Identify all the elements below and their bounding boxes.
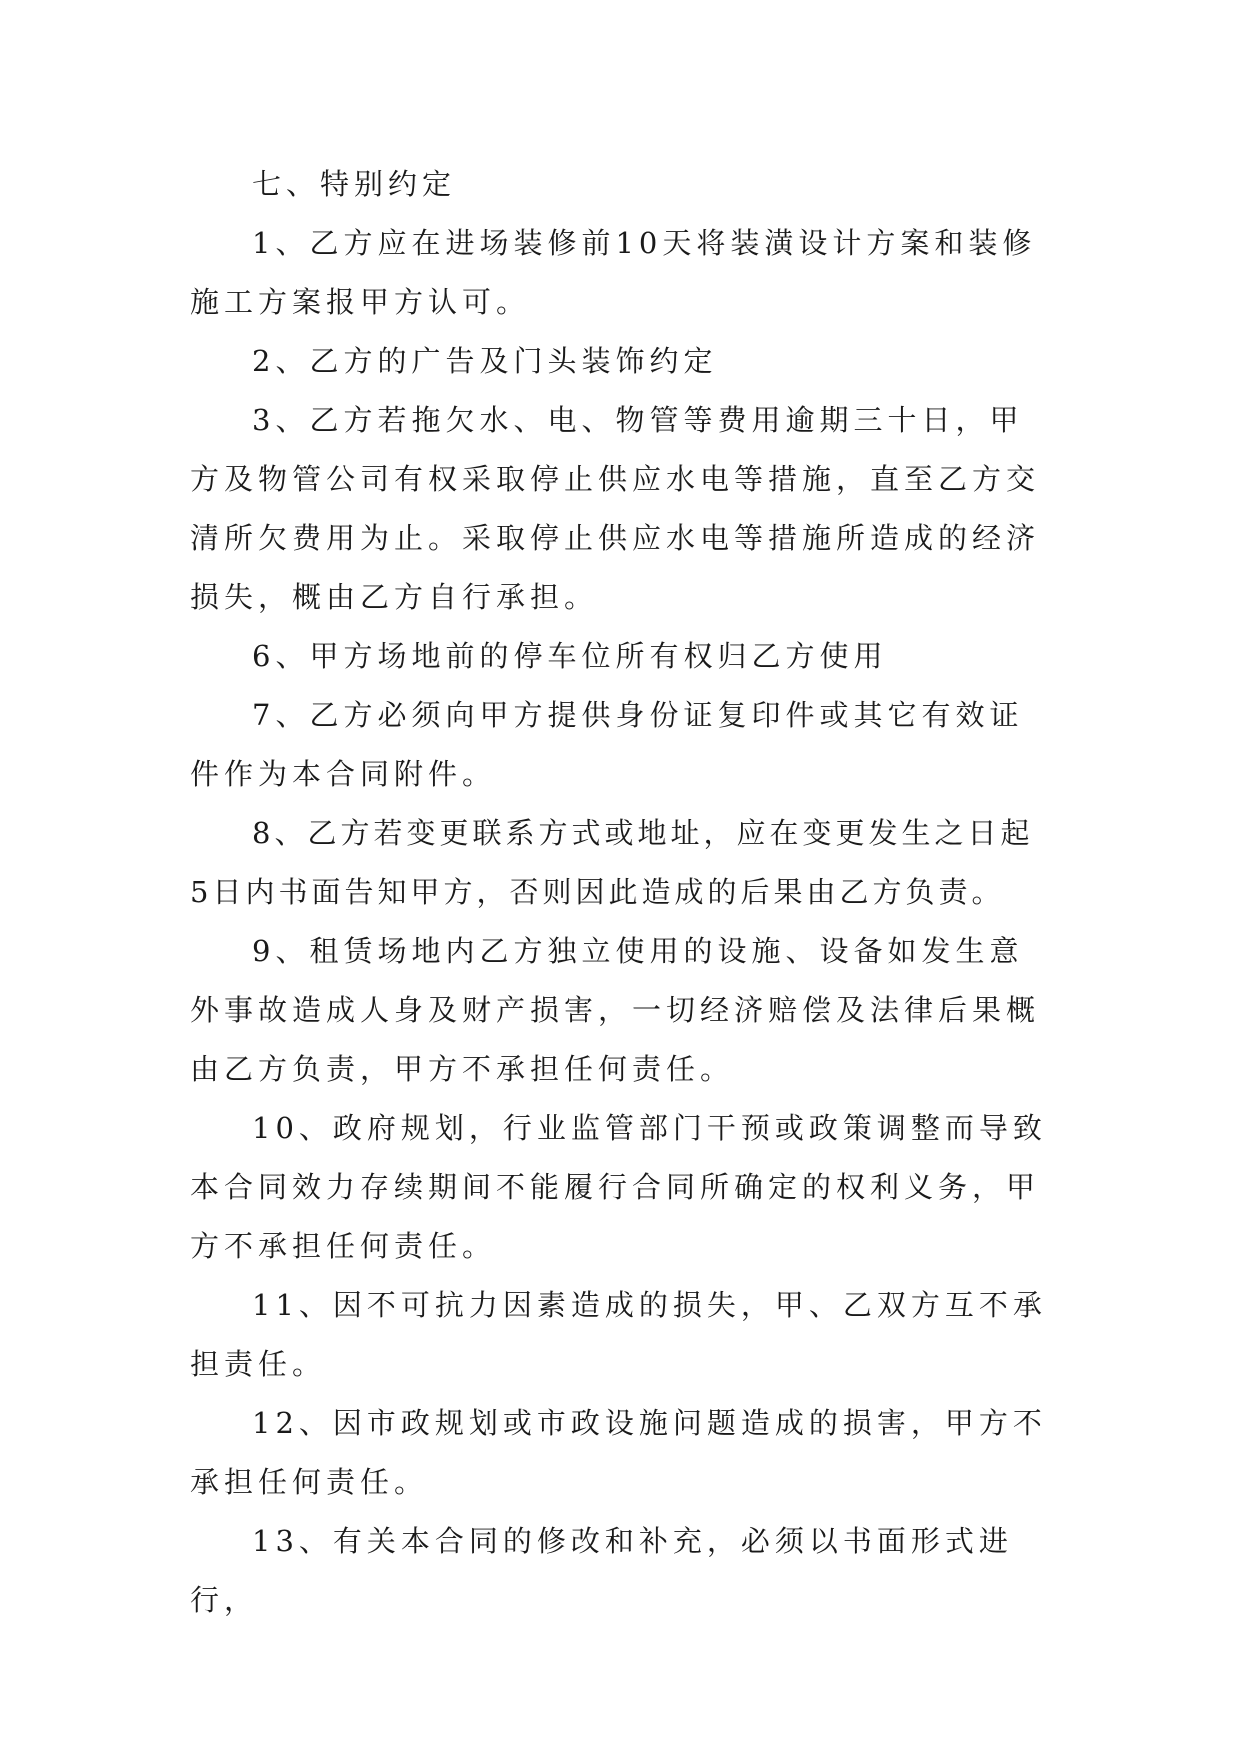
clause-1: 1、乙方应在进场装修前10天将装潢设计方案和装修施工方案报甲方认可。 <box>190 226 1037 319</box>
clause-7: 7、乙方必须向甲方提供身份证复印件或其它有效证件作为本合同附件。 <box>190 698 1024 791</box>
clause-8: 8、乙方若变更联系方式或地址，应在变更发生之日起5日内书面告知甲方，否则因此造成的后果由乙方负责。 <box>190 816 1034 909</box>
document-body <box>190 155 1050 1630</box>
clause-6: 6、甲方场地前的停车位所有权归乙方使用 <box>252 639 888 673</box>
section-heading: 七、特别约定 <box>252 167 457 201</box>
clause-13: 13、有关本合同的修改和补充，必须以书面形式进行， <box>190 1524 1013 1617</box>
clause-3: 3、乙方若拖欠水、电、物管等费用逾期三十日，甲方及物管公司有权采取停止供应水电等措施，直至乙方交清所欠费用为止。采取停止供应水电等措施所造成的经济损失，概由乙方自行承担。 <box>190 403 1041 614</box>
clause-12: 12、因市政规划或市政设施问题造成的损害，甲方不承担任何责任。 <box>190 1406 1047 1499</box>
clause-2: 2、乙方的广告及门头装饰约定 <box>252 344 718 378</box>
clause-10: 10、政府规划，行业监管部门干预或政策调整而导致本合同效力存续期间不能履行合同所确定的权利义务，甲方不承担任何责任。 <box>190 1111 1047 1263</box>
clause-9: 9、租赁场地内乙方独立使用的设施、设备如发生意外事故造成人身及财产损害，一切经济赔偿及法律后果概由乙方负责，甲方不承担任何责任。 <box>190 934 1041 1086</box>
clause-11: 11、因不可抗力因素造成的损失，甲、乙双方互不承担责任。 <box>190 1288 1047 1381</box>
